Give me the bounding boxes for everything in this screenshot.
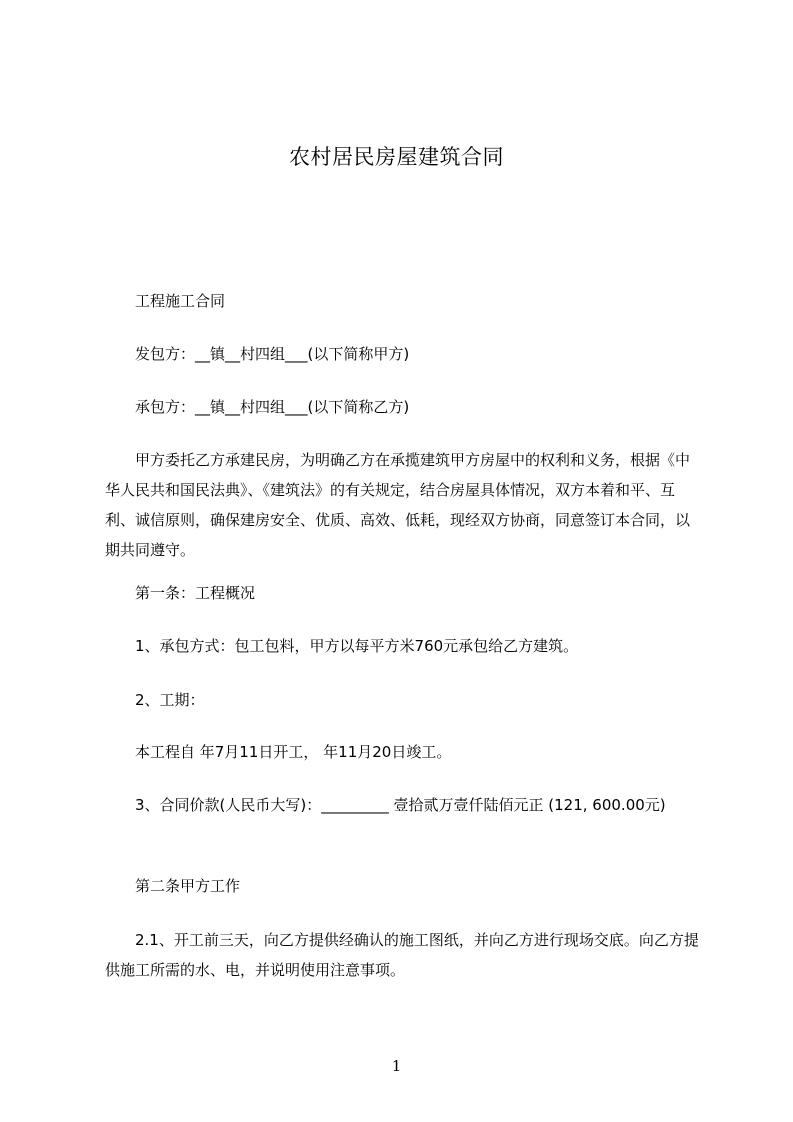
schedule-line: 本工程自 年7月11日开工， 年11月20日竣工。 — [135, 743, 452, 761]
article-1-heading: 第一条：工程概况 — [135, 584, 256, 602]
clause-2-duration-label: 2、工期： — [135, 691, 205, 709]
party-b-line: 承包方：__镇__村四组___(以下简称乙方) — [135, 398, 410, 416]
contract-subtitle: 工程施工合同 — [135, 292, 226, 310]
party-a-line: 发包方：__镇__村四组___(以下简称甲方) — [135, 345, 410, 363]
intro-paragraph: 甲方委托乙方承建民房，为明确乙方在承揽建筑甲方房屋中的权利和义务，根据《中华人民共和国民法典》、《建筑法》的有关规定，结合房屋具体情况，双方本着和平、互利、诚信原则，确保建房安全、优质、高效、低耗，现经双方协商，同意签订本合同，以期共同遵守。 — [105, 451, 691, 559]
clause-1-contract-method: 1、承包方式：包工包料，甲方以每平方米760元承包给乙方建筑。 — [135, 637, 579, 655]
document-title: 农村居民房屋建筑合同 — [289, 145, 504, 169]
clause-3-contract-price: 3、合同价款(人民币大写)：_________ 壹拾贰万壹仟陆佰元正 (121, 600.00元) — [135, 796, 666, 814]
page-number: 1 — [391, 1057, 402, 1075]
article-2-heading: 第二条甲方工作 — [135, 877, 241, 895]
clause-2-1-party-a-duty: 2.1、开工前三天，向乙方提供经确认的施工图纸，并向乙方进行现场交底。向乙方提供施工所需的水、电，并说明使用注意事项。 — [105, 931, 699, 979]
